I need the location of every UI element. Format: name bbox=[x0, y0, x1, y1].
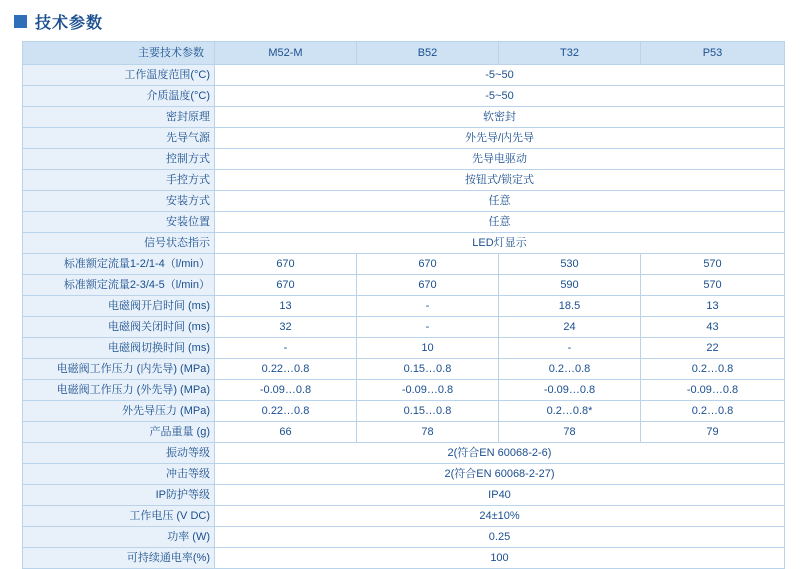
row-value: 0.15…0.8 bbox=[357, 359, 499, 380]
row-label: 手控方式 bbox=[23, 170, 215, 191]
technical-spec-table bbox=[22, 41, 785, 569]
row-value: 10 bbox=[357, 338, 499, 359]
table-row bbox=[23, 443, 785, 464]
row-value: 570 bbox=[641, 275, 785, 296]
row-label: 外先导压力 (MPa) bbox=[23, 401, 215, 422]
table-header-label: 主要技术参数 bbox=[23, 42, 215, 65]
row-label: IP防护等级 bbox=[23, 485, 215, 506]
row-label: 可持续通电率(%) bbox=[23, 548, 215, 569]
row-value: 78 bbox=[357, 422, 499, 443]
row-value: -5~50 bbox=[215, 86, 785, 107]
row-value: 670 bbox=[215, 275, 357, 296]
row-value: 670 bbox=[357, 254, 499, 275]
row-label: 冲击等级 bbox=[23, 464, 215, 485]
table-header-cell: M52-M bbox=[215, 42, 357, 65]
row-value: LED灯显示 bbox=[215, 233, 785, 254]
row-label: 安装位置 bbox=[23, 212, 215, 233]
row-value: 590 bbox=[499, 275, 641, 296]
row-label: 信号状态指示 bbox=[23, 233, 215, 254]
table-row bbox=[23, 65, 785, 86]
row-value: 13 bbox=[641, 296, 785, 317]
row-label: 电磁阀工作压力 (外先导) (MPa) bbox=[23, 380, 215, 401]
row-value: -0.09…0.8 bbox=[641, 380, 785, 401]
row-value: 0.15…0.8 bbox=[357, 401, 499, 422]
row-value: 0.25 bbox=[215, 527, 785, 548]
row-label: 安装方式 bbox=[23, 191, 215, 212]
table-row bbox=[23, 380, 785, 401]
row-value: -0.09…0.8 bbox=[357, 380, 499, 401]
row-value: 670 bbox=[357, 275, 499, 296]
row-value: 0.2…0.8 bbox=[641, 401, 785, 422]
table-row bbox=[23, 359, 785, 380]
row-value: 24±10% bbox=[215, 506, 785, 527]
row-value: 0.22…0.8 bbox=[215, 359, 357, 380]
table-header-row bbox=[23, 42, 785, 65]
row-label: 功率 (W) bbox=[23, 527, 215, 548]
row-value: - bbox=[357, 317, 499, 338]
row-label: 介质温度(°C) bbox=[23, 86, 215, 107]
row-label: 工作电压 (V DC) bbox=[23, 506, 215, 527]
table-row bbox=[23, 338, 785, 359]
table-row bbox=[23, 233, 785, 254]
row-label: 电磁阀切换时间 (ms) bbox=[23, 338, 215, 359]
row-label: 标准额定流量2-3/4-5（l/min） bbox=[23, 275, 215, 296]
table-row bbox=[23, 296, 785, 317]
row-value: 任意 bbox=[215, 212, 785, 233]
row-value: 66 bbox=[215, 422, 357, 443]
section-title bbox=[0, 0, 800, 41]
row-value: 2(符合EN 60068-2-27) bbox=[215, 464, 785, 485]
table-row bbox=[23, 107, 785, 128]
table-row bbox=[23, 254, 785, 275]
table-row bbox=[23, 191, 785, 212]
row-label: 电磁阀工作压力 (内先导) (MPa) bbox=[23, 359, 215, 380]
row-value: 670 bbox=[215, 254, 357, 275]
row-label: 电磁阀关闭时间 (ms) bbox=[23, 317, 215, 338]
row-label: 密封原理 bbox=[23, 107, 215, 128]
row-value: 570 bbox=[641, 254, 785, 275]
row-value: 530 bbox=[499, 254, 641, 275]
row-label: 振动等级 bbox=[23, 443, 215, 464]
square-bullet-icon bbox=[14, 15, 27, 28]
table-header-cell: B52 bbox=[357, 42, 499, 65]
row-value: - bbox=[357, 296, 499, 317]
row-label: 产品重量 (g) bbox=[23, 422, 215, 443]
row-value: 0.2…0.8* bbox=[499, 401, 641, 422]
table-row bbox=[23, 149, 785, 170]
page-title: 技术参数 bbox=[35, 15, 104, 32]
row-value: 32 bbox=[215, 317, 357, 338]
row-label: 先导气源 bbox=[23, 128, 215, 149]
table-row bbox=[23, 485, 785, 506]
row-value: -5~50 bbox=[215, 65, 785, 86]
row-value: 任意 bbox=[215, 191, 785, 212]
table-row bbox=[23, 548, 785, 569]
row-value: 2(符合EN 60068-2-6) bbox=[215, 443, 785, 464]
row-value: 软密封 bbox=[215, 107, 785, 128]
row-value: 22 bbox=[641, 338, 785, 359]
row-value: - bbox=[499, 338, 641, 359]
row-label: 电磁阀开启时间 (ms) bbox=[23, 296, 215, 317]
table-row bbox=[23, 212, 785, 233]
row-label: 工作温度范围(°C) bbox=[23, 65, 215, 86]
table-row bbox=[23, 275, 785, 296]
table-row bbox=[23, 170, 785, 191]
row-value: 先导电驱动 bbox=[215, 149, 785, 170]
row-value: 13 bbox=[215, 296, 357, 317]
table-row bbox=[23, 86, 785, 107]
row-label: 标准额定流量1-2/1-4（l/min） bbox=[23, 254, 215, 275]
table-row bbox=[23, 506, 785, 527]
row-value: 78 bbox=[499, 422, 641, 443]
row-value: 100 bbox=[215, 548, 785, 569]
table-row bbox=[23, 317, 785, 338]
table-row bbox=[23, 401, 785, 422]
table-row bbox=[23, 128, 785, 149]
row-value: 79 bbox=[641, 422, 785, 443]
row-value: 18.5 bbox=[499, 296, 641, 317]
row-value: - bbox=[215, 338, 357, 359]
table-header-cell: P53 bbox=[641, 42, 785, 65]
row-value: 按钮式/锁定式 bbox=[215, 170, 785, 191]
row-value: 0.2…0.8 bbox=[641, 359, 785, 380]
row-value: -0.09…0.8 bbox=[499, 380, 641, 401]
row-value: IP40 bbox=[215, 485, 785, 506]
row-value: 43 bbox=[641, 317, 785, 338]
row-value: 外先导/内先导 bbox=[215, 128, 785, 149]
table-row bbox=[23, 464, 785, 485]
table-header-cell: T32 bbox=[499, 42, 641, 65]
row-value: -0.09…0.8 bbox=[215, 380, 357, 401]
row-value: 0.22…0.8 bbox=[215, 401, 357, 422]
row-label: 控制方式 bbox=[23, 149, 215, 170]
row-value: 0.2…0.8 bbox=[499, 359, 641, 380]
row-value: 24 bbox=[499, 317, 641, 338]
table-row bbox=[23, 422, 785, 443]
